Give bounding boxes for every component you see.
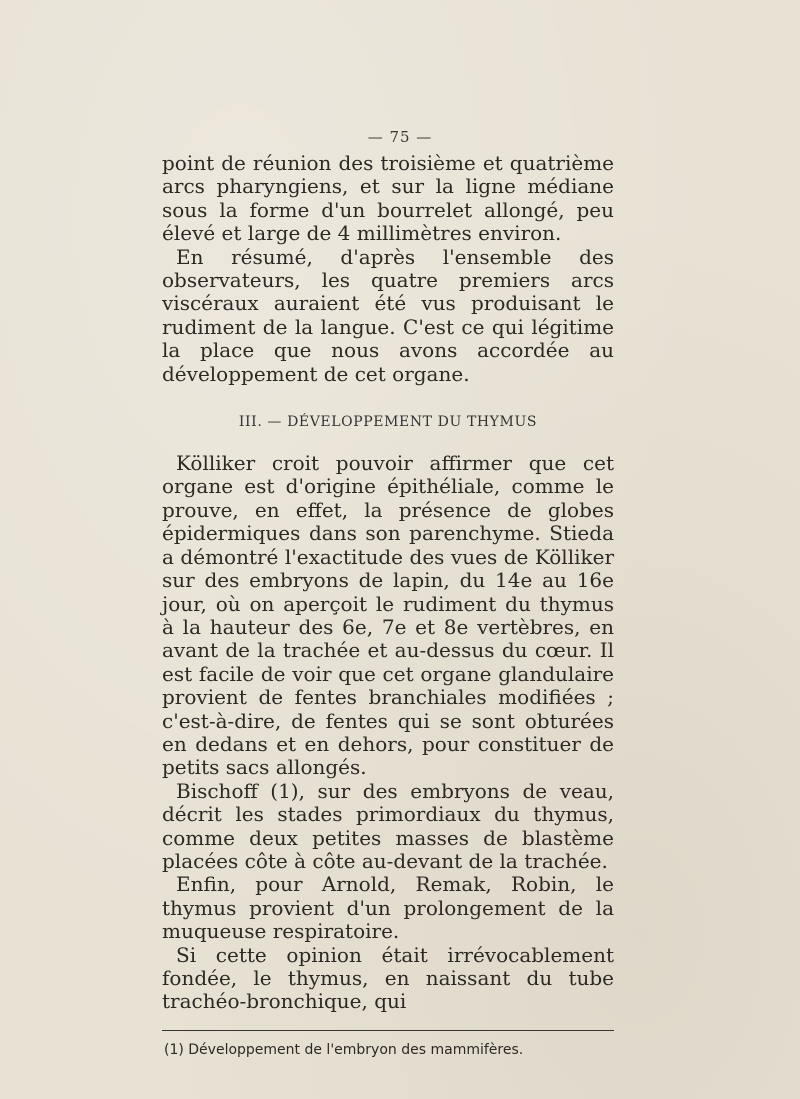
paragraph-arnold: Enfin, pour Arnold, Remak, Robin, le thymus provient d'un prolongement de la muqueuse respiratoire. (162, 872, 614, 944)
paragraph-bischoff: Bischoff (1), sur des embryons de veau, décrit les stades primordiaux du thymus, comme deux petites masses de blastème placées côte à côte au-devant de la trachée. (162, 778, 614, 873)
paragraph-opinion: Si cette opinion était irrévocablement fondée, le thymus, en naissant du tube trachéo-bronchique, qui (162, 942, 614, 1014)
footnote-divider (162, 1030, 614, 1031)
page-number: — 75 — (367, 128, 433, 146)
footnote: (1) Développement de l'embryon des mammifères. (164, 1041, 524, 1058)
paragraph-continuation: point de réunion des troisième et quatrième arcs pharyngiens, et sur la ligne médiane sous la forme d'un bourrelet allongé, peu élevé et large de 4 millimètres environ. (162, 151, 614, 246)
body-text (162, 152, 614, 1059)
section-heading: III. — DÉVELOPPEMENT DU THYMUS (238, 414, 538, 431)
paragraph-summary: En résumé, d'après l'ensemble des observateurs, les quatre premiers arcs viscéraux auraient été vus produisant le rudiment de la langue. C'est ce qui légitime la place que nous avons accordée au développement de cet organe. (162, 244, 614, 386)
paragraph-kolliker: Kölliker croit pouvoir affirmer que cet organe est d'origine épithéliale, comme le prouve, en effet, la présence de globes épidermiques dans son parenchyme. Stieda a démontré l'exactitude des vues de Kölliker sur des embryons de lapin, du 14e au 16e jour, où on aperçoit le rudiment du thymus à la hauteur des 6e, 7e et 8e vertèbres, en avant de la trachée et au-dessus du cœur. Il est facile de voir que cet organe glandulaire provient de fentes branchiales modifiées ; c'est-à-dire, de fentes qui se sont obturées en dedans et en dehors, pour constituer de petits sacs allongés. (162, 451, 614, 780)
